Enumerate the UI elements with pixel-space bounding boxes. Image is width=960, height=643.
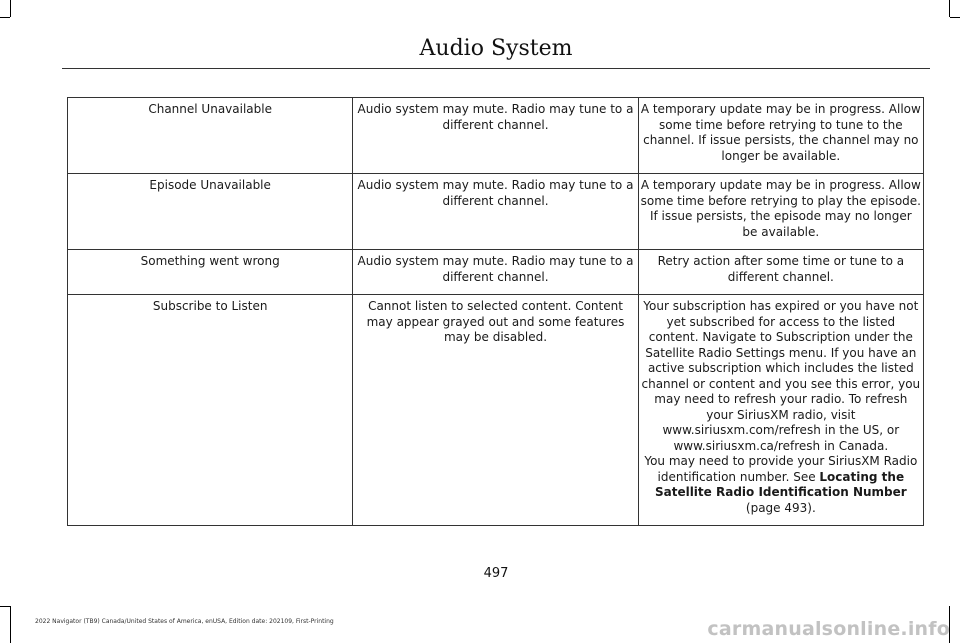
crop-mark	[10, 0, 11, 17]
action-cell: Audio system may mute. Radio may tune to a different channel.	[353, 250, 638, 295]
table-row	[68, 98, 924, 174]
footer-edition-text: 2022 Navigator (TB9) Canada/United States of America, enUSA, Edition date: 202109, First-Printing	[35, 618, 334, 625]
message-cell: Something went wrong	[68, 250, 353, 295]
note-text	[641, 454, 921, 516]
what-to-do-cell	[638, 295, 923, 526]
what-to-do-cell: A temporary update may be in progress. Allow some time before retrying to tune to the channel. If issue persists, the channel may no longer be available.	[638, 98, 923, 174]
action-cell: Audio system may mute. Radio may tune to a different channel.	[353, 174, 638, 250]
crop-mark	[0, 17, 10, 18]
message-cell: Episode Unavailable	[68, 174, 353, 250]
table-row	[68, 295, 924, 526]
note-suffix: (page 493).	[745, 500, 816, 515]
message-table	[67, 97, 924, 526]
note-prefix: You may need to provide your SiriusXM Radio identification number. See	[644, 454, 918, 484]
what-to-do-text: Your subscription has expired or you have not yet subscribed for access to the listed content. Navigate to Subscription under the Satellite Radio Settings menu. If you have an active subscription which includes the listed channel or content and you see this error, you may need to refresh your radio. To refresh your SiriusXM radio, visit www.siriusxm.com/refresh in the US, or www.siriusxm.ca/refresh in Canada.	[641, 299, 921, 453]
crop-mark	[949, 0, 950, 17]
table-row	[68, 250, 924, 295]
what-to-do-cell: A temporary update may be in progress. Allow some time before retrying to play the episode. If issue persists, the episode may no longer be available.	[638, 174, 923, 250]
crop-mark	[0, 606, 10, 607]
what-to-do-cell: Retry action after some time or tune to a different channel.	[638, 250, 923, 295]
message-cell: Channel Unavailable	[68, 98, 353, 174]
table-row	[68, 174, 924, 250]
crop-mark	[10, 606, 11, 643]
page-number: 497	[483, 566, 509, 581]
crop-mark	[950, 17, 960, 18]
message-cell: Subscribe to Listen	[68, 295, 353, 526]
watermark-logo: carmanualsonline.info	[707, 618, 950, 640]
header-divider	[62, 68, 930, 69]
cross-reference-link[interactable]: Locating the Satellite Radio Identification Number	[654, 469, 907, 499]
action-cell: Cannot listen to selected content. Content may appear grayed out and some features may be disabled.	[353, 295, 638, 526]
page-title: Audio System	[419, 36, 573, 61]
action-cell: Audio system may mute. Radio may tune to a different channel.	[353, 98, 638, 174]
